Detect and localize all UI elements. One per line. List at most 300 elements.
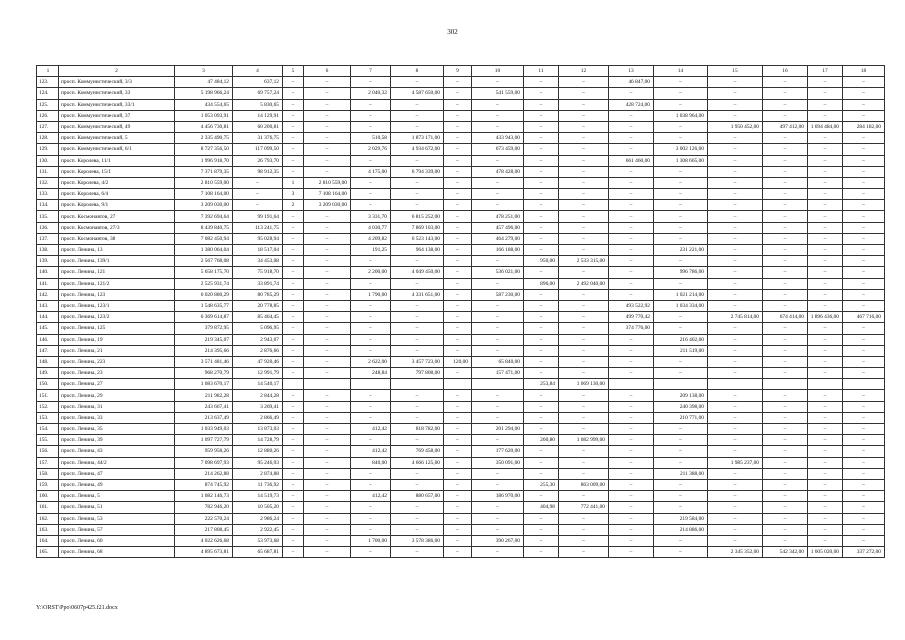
table-cell: просп. Ленина, 23 xyxy=(59,368,175,379)
table-cell: – xyxy=(304,88,351,99)
table-cell: 7 108 164,00 xyxy=(175,189,233,200)
table-cell: 5 198 966,24 xyxy=(175,88,233,99)
table-cell: – xyxy=(444,222,472,233)
table-cell: – xyxy=(304,513,351,524)
table-cell: – xyxy=(304,323,351,334)
table-cell: – xyxy=(444,312,472,323)
table-cell: – xyxy=(708,356,763,367)
table-cell: – xyxy=(843,323,885,334)
table-cell: 1 700,00 xyxy=(351,535,391,546)
table-cell: 5 658 175,70 xyxy=(175,267,233,278)
table-cell: – xyxy=(391,278,444,289)
table-cell: – xyxy=(391,479,444,490)
table-cell: – xyxy=(472,300,524,311)
table-row xyxy=(37,435,885,446)
table-row xyxy=(37,412,885,423)
table-cell: 1 985 237,00 xyxy=(708,457,763,468)
table-cell: 141. xyxy=(37,278,59,289)
table-cell: 260,80 xyxy=(524,435,559,446)
table-cell xyxy=(391,379,444,390)
table-cell: 46 847,00 xyxy=(609,77,654,88)
table-cell: 219 584,00 xyxy=(654,513,708,524)
table-cell: – xyxy=(708,479,763,490)
table-cell: 126. xyxy=(37,110,59,121)
table-cell: – xyxy=(524,211,559,222)
table-cell: – xyxy=(391,99,444,110)
table-row xyxy=(37,99,885,110)
table-cell: – xyxy=(444,345,472,356)
table-cell: 124. xyxy=(37,88,59,99)
table-cell: просп. Коммунистический, 33/1 xyxy=(59,99,175,110)
table-cell: – xyxy=(304,289,351,300)
table-cell: – xyxy=(391,300,444,311)
table-cell: – xyxy=(304,334,351,345)
table-cell: 464 279,00 xyxy=(472,233,524,244)
table-cell: – xyxy=(283,222,304,233)
table-cell: – xyxy=(524,323,559,334)
footer-file-path: Y:\ORST\Ppo\0607p425.f21.docx xyxy=(36,605,118,611)
table-cell: – xyxy=(763,513,808,524)
table-cell: – xyxy=(654,77,708,88)
table-cell: – xyxy=(808,457,843,468)
table-cell: – xyxy=(843,334,885,345)
table-cell: – xyxy=(763,245,808,256)
table-cell: – xyxy=(304,368,351,379)
table-cell: 2 874,88 xyxy=(233,468,283,479)
table-cell: – xyxy=(609,479,654,490)
table-cell: – xyxy=(444,457,472,468)
table-row xyxy=(37,110,885,121)
table-cell: – xyxy=(843,278,885,289)
table-cell: – xyxy=(763,401,808,412)
table-cell: 818 782,00 xyxy=(391,424,444,435)
table-cell: 10 505,20 xyxy=(233,502,283,513)
table-cell: – xyxy=(524,189,559,200)
table-cell: 99 191,64 xyxy=(233,211,283,222)
table-cell: – xyxy=(843,424,885,435)
table-cell: 191,25 xyxy=(351,245,391,256)
table-cell: – xyxy=(233,200,283,211)
table-cell: – xyxy=(708,211,763,222)
column-header: 9 xyxy=(444,66,472,77)
table-cell: – xyxy=(708,390,763,401)
table-cell: – xyxy=(524,200,559,211)
table-cell: 797 808,00 xyxy=(391,368,444,379)
table-cell: – xyxy=(843,99,885,110)
table-cell: 6 369 614,87 xyxy=(175,312,233,323)
table-row xyxy=(37,334,885,345)
table-cell: – xyxy=(654,368,708,379)
table-cell: – xyxy=(708,155,763,166)
table-cell: – xyxy=(351,547,391,558)
table-cell: 772 441,00 xyxy=(559,502,609,513)
table-cell: 637,12 xyxy=(233,77,283,88)
table-cell xyxy=(843,379,885,390)
table-cell: – xyxy=(391,401,444,412)
table-cell: 1 790,00 xyxy=(351,289,391,300)
table-row xyxy=(37,88,885,99)
table-cell: – xyxy=(304,110,351,121)
table-cell: – xyxy=(444,446,472,457)
table-cell: – xyxy=(524,457,559,468)
table-cell: – xyxy=(843,491,885,502)
table-cell: 497 412,00 xyxy=(763,121,808,132)
table-cell: – xyxy=(283,211,304,222)
table-cell: – xyxy=(524,77,559,88)
table-cell: – xyxy=(654,312,708,323)
table-cell: 404,98 xyxy=(524,502,559,513)
table-cell: – xyxy=(351,155,391,166)
table-cell: – xyxy=(524,289,559,300)
table-cell: просп. Ленина, 35 xyxy=(59,424,175,435)
table-cell: 536 021,00 xyxy=(472,267,524,278)
table-row xyxy=(37,245,885,256)
table-cell: – xyxy=(283,133,304,144)
table-row xyxy=(37,424,885,435)
table-cell: 47 484,12 xyxy=(175,77,233,88)
table-cell: – xyxy=(304,401,351,412)
table-cell: 134. xyxy=(37,200,59,211)
table-cell: 163. xyxy=(37,524,59,535)
table-cell: – xyxy=(808,289,843,300)
table-cell: – xyxy=(351,435,391,446)
table-cell: – xyxy=(391,323,444,334)
table-cell: – xyxy=(708,435,763,446)
table-cell: – xyxy=(559,412,609,423)
table-cell: – xyxy=(444,334,472,345)
table-cell: – xyxy=(283,356,304,367)
table-cell: просп. Коммунистический, 3/3 xyxy=(59,77,175,88)
table-cell: 1 082 146,73 xyxy=(175,491,233,502)
table-cell: 896,00 xyxy=(524,278,559,289)
table-cell: – xyxy=(524,155,559,166)
table-cell: 2 810 559,00 xyxy=(175,177,233,188)
table-cell: 33 891,74 xyxy=(233,278,283,289)
table-cell: 2 029,76 xyxy=(351,144,391,155)
table-cell: – xyxy=(708,189,763,200)
table-cell: – xyxy=(391,312,444,323)
table-cell: – xyxy=(654,200,708,211)
table-cell: 337 272,00 xyxy=(843,547,885,558)
table-cell: – xyxy=(808,368,843,379)
table-cell: 152. xyxy=(37,401,59,412)
table-cell: – xyxy=(351,200,391,211)
table-cell: – xyxy=(808,155,843,166)
table-cell: – xyxy=(843,535,885,546)
table-cell: – xyxy=(559,77,609,88)
table-cell: 14 519,73 xyxy=(233,491,283,502)
table-cell: 144. xyxy=(37,312,59,323)
table-cell: 2 040,32 xyxy=(351,88,391,99)
table-cell: – xyxy=(808,323,843,334)
table-cell: – xyxy=(763,435,808,446)
table-row xyxy=(37,211,885,222)
table-cell: – xyxy=(524,345,559,356)
table-cell: 98 912,35 xyxy=(233,166,283,177)
table-cell: 434 554,65 xyxy=(175,99,233,110)
table-cell: – xyxy=(351,524,391,535)
table-cell: – xyxy=(843,77,885,88)
table-cell: – xyxy=(283,524,304,535)
table-cell: 216 402,00 xyxy=(654,334,708,345)
table-cell: просп. Ленина, 13 xyxy=(59,245,175,256)
table-cell: – xyxy=(304,211,351,222)
table-cell: 132. xyxy=(37,177,59,188)
table-cell: – xyxy=(843,435,885,446)
table-cell: – xyxy=(843,502,885,513)
table-cell: – xyxy=(283,289,304,300)
table-cell xyxy=(304,379,351,390)
table-cell: 85 464,45 xyxy=(233,312,283,323)
table-cell: – xyxy=(304,457,351,468)
table-cell: – xyxy=(524,401,559,412)
table-cell: – xyxy=(304,356,351,367)
table-cell: – xyxy=(351,312,391,323)
table-cell: просп. Ленина, 39 xyxy=(59,435,175,446)
table-cell: 4 030,77 xyxy=(351,222,391,233)
table-cell: – xyxy=(763,233,808,244)
table-cell: – xyxy=(472,390,524,401)
table-cell: – xyxy=(304,245,351,256)
table-cell: 428 724,00 xyxy=(609,99,654,110)
table-cell: – xyxy=(524,524,559,535)
table-cell: – xyxy=(808,222,843,233)
table-cell: 2 922,45 xyxy=(233,524,283,535)
table-cell: – xyxy=(283,334,304,345)
table-cell: 113 241,75 xyxy=(233,222,283,233)
table-cell: – xyxy=(444,110,472,121)
table-cell: – xyxy=(283,110,304,121)
table-cell: – xyxy=(609,547,654,558)
table-cell: – xyxy=(559,177,609,188)
table-cell: 211 982,28 xyxy=(175,390,233,401)
table-cell: – xyxy=(654,278,708,289)
table-cell: – xyxy=(283,547,304,558)
table-cell: 6 794 339,00 xyxy=(391,166,444,177)
table-cell: – xyxy=(609,401,654,412)
table-cell: – xyxy=(391,177,444,188)
table-cell: – xyxy=(843,144,885,155)
table-cell: – xyxy=(763,222,808,233)
table-cell: – xyxy=(444,502,472,513)
table-cell: 863 009,00 xyxy=(559,479,609,490)
table-cell: 129. xyxy=(37,144,59,155)
table-row xyxy=(37,502,885,513)
table-cell: 2 345 352,00 xyxy=(708,547,763,558)
table-cell: – xyxy=(444,479,472,490)
table-cell: – xyxy=(808,535,843,546)
table-cell: 2 567 768,08 xyxy=(175,256,233,267)
table-cell: – xyxy=(708,267,763,278)
table-cell: 153. xyxy=(37,412,59,423)
table-cell: 130. xyxy=(37,155,59,166)
table-cell: 1 082 999,00 xyxy=(559,435,609,446)
table-row xyxy=(37,177,885,188)
table-cell: – xyxy=(472,99,524,110)
table-cell: 3 209 030,00 xyxy=(175,200,233,211)
table-cell: – xyxy=(808,334,843,345)
table-cell: – xyxy=(524,233,559,244)
table-cell: – xyxy=(808,412,843,423)
table-cell: 782 946,20 xyxy=(175,502,233,513)
table-cell: – xyxy=(444,155,472,166)
table-cell: – xyxy=(559,345,609,356)
table-row xyxy=(37,535,885,546)
table-cell: – xyxy=(609,446,654,457)
table-cell: просп. Ленина, 68 xyxy=(59,547,175,558)
table-cell: 1 308 665,00 xyxy=(654,155,708,166)
table-cell: 1 097 727,79 xyxy=(175,435,233,446)
table-cell: 120,00 xyxy=(444,356,472,367)
table-row xyxy=(37,133,885,144)
table-cell: – xyxy=(708,468,763,479)
table-cell: 1 380 064,04 xyxy=(175,245,233,256)
table-cell: – xyxy=(283,144,304,155)
table-cell: – xyxy=(283,502,304,513)
table-cell: – xyxy=(763,289,808,300)
table-cell: – xyxy=(843,446,885,457)
table-cell: 12 991,79 xyxy=(233,368,283,379)
table-cell: 2 943,07 xyxy=(233,334,283,345)
table-cell: 2 533 315,00 xyxy=(559,256,609,267)
table-cell: – xyxy=(808,88,843,99)
table-cell: – xyxy=(808,468,843,479)
table-cell: 164. xyxy=(37,535,59,546)
table-cell xyxy=(609,379,654,390)
table-cell: – xyxy=(609,513,654,524)
table-row xyxy=(37,491,885,502)
table-cell: – xyxy=(843,524,885,535)
table-cell: – xyxy=(304,312,351,323)
table-cell: – xyxy=(472,200,524,211)
table-cell: просп. Космонавтов, 27/3 xyxy=(59,222,175,233)
table-cell: – xyxy=(391,513,444,524)
table-cell: – xyxy=(763,77,808,88)
table-cell: – xyxy=(763,390,808,401)
table-cell: 2 810 559,00 xyxy=(304,177,351,188)
table-cell: – xyxy=(763,256,808,267)
table-cell: – xyxy=(654,323,708,334)
table-cell: 150. xyxy=(37,379,59,390)
table-cell: 11 736,92 xyxy=(233,479,283,490)
table-cell: просп. Королева, 6/4 xyxy=(59,189,175,200)
table-cell: – xyxy=(524,513,559,524)
table-cell: 1 038 964,00 xyxy=(654,110,708,121)
table-cell: – xyxy=(351,479,391,490)
table-cell: 131. xyxy=(37,166,59,177)
table-cell: – xyxy=(843,110,885,121)
table-cell: – xyxy=(609,491,654,502)
table-cell xyxy=(472,379,524,390)
table-cell: – xyxy=(444,547,472,558)
table-cell: просп. Ленина, 139/1 xyxy=(59,256,175,267)
table-cell: 964 138,00 xyxy=(391,245,444,256)
table-cell: 14 129,91 xyxy=(233,110,283,121)
table-cell: – xyxy=(763,356,808,367)
table-cell: – xyxy=(808,211,843,222)
table-row xyxy=(37,379,885,390)
table-cell: – xyxy=(283,368,304,379)
table-cell: – xyxy=(283,233,304,244)
table-cell: – xyxy=(708,88,763,99)
column-header: 17 xyxy=(808,66,843,77)
table-cell: – xyxy=(559,457,609,468)
table-row xyxy=(37,166,885,177)
table-cell: – xyxy=(763,300,808,311)
table-cell: – xyxy=(708,368,763,379)
table-cell: – xyxy=(763,368,808,379)
table-cell: – xyxy=(351,390,391,401)
table-cell: – xyxy=(351,412,391,423)
table-cell: – xyxy=(763,345,808,356)
table-cell: – xyxy=(524,88,559,99)
table-cell: 65 840,00 xyxy=(472,356,524,367)
table-row xyxy=(37,345,885,356)
table-cell: – xyxy=(843,166,885,177)
table-cell: – xyxy=(391,334,444,345)
table-cell: – xyxy=(763,479,808,490)
table-cell: – xyxy=(444,189,472,200)
table-cell: – xyxy=(444,424,472,435)
table-cell: – xyxy=(763,278,808,289)
table-cell: 148. xyxy=(37,356,59,367)
table-cell: 186 970,00 xyxy=(472,491,524,502)
table-cell: 240 398,00 xyxy=(654,401,708,412)
table-cell: – xyxy=(444,166,472,177)
table-cell: – xyxy=(559,121,609,132)
table-cell: – xyxy=(708,502,763,513)
table-cell: – xyxy=(609,535,654,546)
table-cell: – xyxy=(609,110,654,121)
table-cell: 133. xyxy=(37,189,59,200)
table-cell: просп. Ленина, 47 xyxy=(59,468,175,479)
table-cell: – xyxy=(808,110,843,121)
table-cell: – xyxy=(304,412,351,423)
table-cell: – xyxy=(808,513,843,524)
table-cell: 214 262,88 xyxy=(175,468,233,479)
table-cell: 137. xyxy=(37,233,59,244)
table-cell: 996 786,00 xyxy=(654,267,708,278)
table-cell: – xyxy=(654,457,708,468)
table-cell: – xyxy=(283,256,304,267)
table-cell: – xyxy=(524,390,559,401)
table-cell: – xyxy=(763,502,808,513)
table-cell: 161. xyxy=(37,502,59,513)
table-cell: – xyxy=(654,502,708,513)
table-cell: – xyxy=(609,289,654,300)
table-cell: 47 920,46 xyxy=(233,356,283,367)
table-cell: 433 943,00 xyxy=(472,133,524,144)
table-cell: – xyxy=(444,245,472,256)
table-cell: – xyxy=(444,300,472,311)
table-cell: – xyxy=(609,222,654,233)
table-row xyxy=(37,278,885,289)
table-cell: – xyxy=(283,513,304,524)
table-cell: – xyxy=(654,88,708,99)
table-cell: – xyxy=(304,121,351,132)
table-cell: – xyxy=(808,189,843,200)
table-row xyxy=(37,401,885,412)
table-cell: 1 034 334,00 xyxy=(654,300,708,311)
table-cell: – xyxy=(444,233,472,244)
table-cell: – xyxy=(559,289,609,300)
table-cell: – xyxy=(444,491,472,502)
table-cell: 165. xyxy=(37,547,59,558)
table-cell: – xyxy=(654,547,708,558)
table-cell: 18 517,04 xyxy=(233,245,283,256)
table-cell: – xyxy=(304,491,351,502)
table-cell: 80 785,29 xyxy=(233,289,283,300)
